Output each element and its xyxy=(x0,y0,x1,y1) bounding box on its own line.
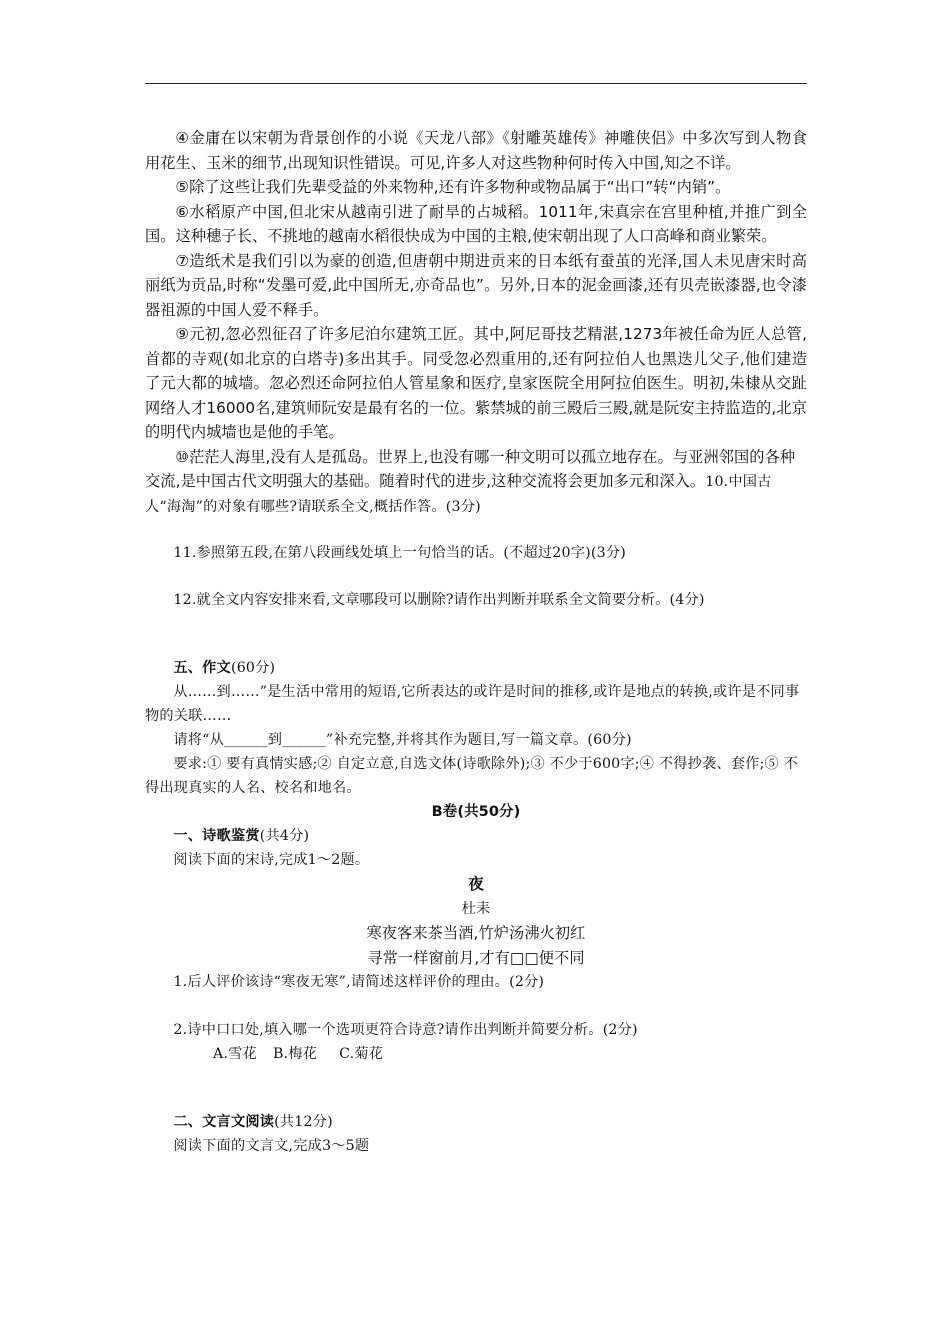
classical-heading-score: (共12分) xyxy=(274,1114,333,1130)
poetry-heading xyxy=(145,824,807,848)
header-rule xyxy=(145,83,807,84)
poem-title: 夜 xyxy=(468,875,484,893)
paragraph-9: ⑨元初,忽必烈征召了许多尼泊尔建筑工匠。其中,阿尼哥技艺精湛,1273年被任命为匠人总管,首都的寺观(如北京的白塔寺)多出其手。同受忽必烈重用的,还有阿拉伯人也黑迭儿父子,他们建造了元大都的城墙。忽必烈还命阿拉伯人管星象和医疗,皇家医院全用阿拉伯医生。明初,朱棣从交趾网络人才16000名,建筑师阮安是最有名的一位。紫禁城的前三殿后三殿,就是阮安主持监造的,北京的明代内城墙也是他的手笔。 xyxy=(145,325,807,441)
question-11-block xyxy=(145,541,807,565)
classical-heading xyxy=(145,1110,807,1134)
document-page xyxy=(145,126,807,1158)
classical-section xyxy=(145,1110,807,1158)
essay-heading xyxy=(145,656,807,680)
essay-heading-score: (60分) xyxy=(230,660,276,676)
poetry-options xyxy=(145,1042,807,1066)
option-c: C.菊花 xyxy=(339,1046,384,1062)
question-12-block xyxy=(145,588,807,612)
paragraph-5: ⑤除了这些让我们先辈受益的外来物种,还有许多物种或物品属于“出口”转“内销”。 xyxy=(175,178,731,196)
essay-requirements: 要求:① 要有真情实感;② 自定立意,自选文体(诗歌除外);③ 不少于600字;④ 不得抄袭、套作;⑤ 不得出现真实的人名、校名和地名。 xyxy=(145,756,799,796)
poetry-heading-score: (共4分) xyxy=(259,828,310,844)
question-10: 10.中国古人“海淘”的对象有哪些?请联系全文,概括作答。(3分) xyxy=(145,474,772,515)
paragraph-10-text: ⑩茫茫人海里,没有人是孤岛。世界上,也没有哪一种文明可以孤立地存在。与亚洲邻国的各种交流,是中国古代文明强大的基础。随着时代的进步,这种交流将会更加多元和深入。 xyxy=(145,447,796,490)
poetry-question-1: 1.后人评价该诗“寒夜无寒”,请简述这样评价的理由。(2分) xyxy=(173,974,545,990)
passage-section xyxy=(145,126,807,519)
poetry-heading-label: 一、诗歌鉴赏 xyxy=(173,828,260,844)
poetry-intro: 阅读下面的宋诗,完成1～2题。 xyxy=(173,852,370,868)
classical-intro: 阅读下面的文言文,完成3～5题 xyxy=(173,1138,370,1154)
option-a: A.雪花 xyxy=(213,1046,257,1062)
essay-prompt-line-1: 从……到……”是生活中常用的短语,它所表达的或许是时间的推移,或许是地点的转换,或许是不同事物的关联…… xyxy=(145,684,800,724)
option-b: B.梅花 xyxy=(272,1046,318,1062)
paragraph-7: ⑦造纸术是我们引以为豪的创造,但唐朝中期进贡来的日本纸有蚕茧的光泽,国人未见唐宋时高丽纸为贡品,时称“发墨可爱,此中国所无,亦奇品也”。另外,日本的泥金画漆,还有贝壳嵌漆器,也令漆器祖源的中国人爱不释手。 xyxy=(145,251,807,319)
poem-line-1: 寒夜客来茶当酒,竹炉汤沸火初红 xyxy=(366,924,586,942)
essay-prompt-line-2: 请将“从______到______”补充完整,并将其作为题目,写一篇文章。(60分) xyxy=(173,732,632,748)
poetry-section xyxy=(145,824,807,1066)
classical-heading-label: 二、文言文阅读 xyxy=(173,1114,275,1130)
question-11: 11.参照第五段,在第八段画线处填上一句恰当的话。(不超过20字)(3分) xyxy=(173,545,626,561)
question-12: 12.就全文内容安排来看,文章哪段可以删除?请作出判断并联系全文简要分析。(4分) xyxy=(173,592,705,608)
poetry-question-2: 2.诗中口口处,填入哪一个选项更符合诗意?请作出判断并简要分析。(2分) xyxy=(173,1022,638,1038)
essay-heading-label: 五、作文 xyxy=(173,660,231,676)
paragraph-10 xyxy=(145,445,807,520)
poem-line-2: 寻常一样窗前月,才有□□便不同 xyxy=(367,948,585,967)
poem-author: 杜耒 xyxy=(461,901,491,917)
essay-section xyxy=(145,656,807,800)
volume-b-title: B卷(共50分) xyxy=(431,804,521,820)
paragraph-6: ⑥水稻原产中国,但北宋从越南引进了耐旱的占城稻。1011年,宋真宗在宫里种植,并推广到全国。这种穗子长、不挑地的越南水稻很快成为中国的主粮,使宋朝出现了人口高峰和商业繁荣。 xyxy=(145,202,807,245)
paragraph-4: ④金庸在以宋朝为背景创作的小说《天龙八部》《射雕英雄传》神雕侠侣》中多次写到人物食用花生、玉米的细节,出现知识性错误。可见,许多人对这些物种何时传入中国,知之不详。 xyxy=(145,129,807,172)
